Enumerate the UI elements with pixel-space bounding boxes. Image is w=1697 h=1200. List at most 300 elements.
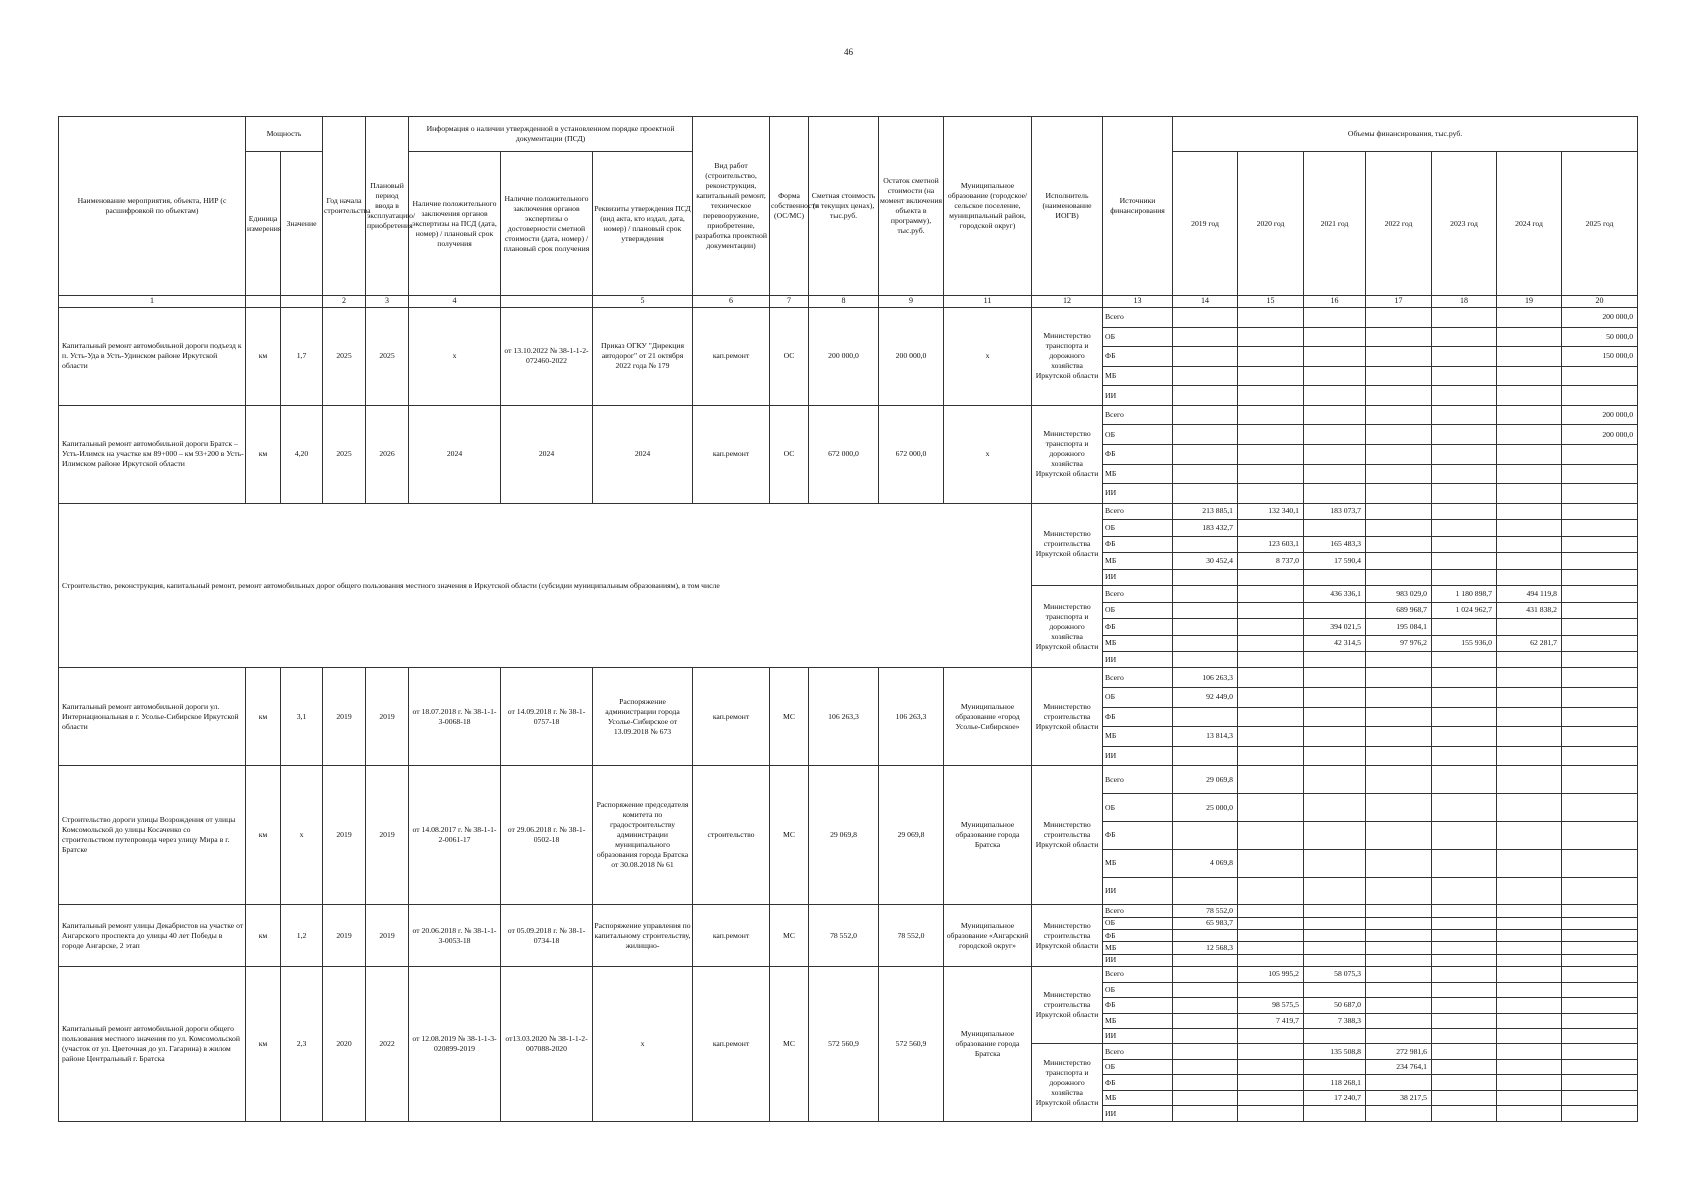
funding-source-cell: ФБ — [1103, 930, 1173, 942]
funding-value-cell — [1238, 586, 1304, 602]
funding-value-cell: 98 575,5 — [1238, 998, 1304, 1013]
funding-value-cell — [1497, 386, 1562, 406]
funding-value-cell — [1497, 425, 1562, 445]
funding-value-cell — [1562, 905, 1638, 917]
funding-value-cell: 213 885,1 — [1173, 503, 1238, 519]
funding-value-cell — [1238, 982, 1304, 997]
funding-source-cell: Всего — [1103, 503, 1173, 519]
funding-value-cell — [1366, 942, 1432, 954]
unit-cell: км — [246, 766, 281, 905]
funding-value-cell — [1304, 1106, 1366, 1122]
funding-value-cell: 50 000,0 — [1562, 327, 1638, 347]
funding-value-cell — [1432, 444, 1497, 464]
funding-value-cell — [1497, 1106, 1562, 1122]
ownership-cell: МС — [770, 668, 809, 766]
funding-value-cell — [1173, 308, 1238, 328]
funding-source-cell: Всего — [1103, 967, 1173, 982]
unit-cell: км — [246, 405, 281, 503]
funding-value-cell — [1304, 727, 1366, 747]
funding-source-cell: Всего — [1103, 308, 1173, 328]
funding-value-cell — [1497, 366, 1562, 386]
column-number-row — [59, 296, 1638, 308]
funding-value-cell — [1238, 444, 1304, 464]
funding-value-cell — [1366, 688, 1432, 708]
estimated-cost-cell: 572 560,9 — [809, 967, 879, 1122]
table-row — [59, 668, 1638, 688]
funding-value-cell — [1366, 503, 1432, 519]
start-year-cell: 2025 — [323, 308, 366, 406]
funding-value-cell — [1366, 746, 1432, 766]
funding-value-cell — [1432, 1028, 1497, 1043]
funding-source-cell: ИИ — [1103, 651, 1173, 667]
header-psd-info: Информация о наличии утвержденной в установленном порядке проектной документации (ПСД) — [409, 117, 693, 152]
header-year: 2023 год — [1432, 152, 1497, 296]
commission-cell: 2025 — [366, 308, 409, 406]
funding-table — [58, 116, 1638, 1122]
funding-value-cell — [1238, 327, 1304, 347]
funding-value-cell — [1432, 1075, 1497, 1090]
funding-value-cell — [1497, 668, 1562, 688]
funding-source-cell: ИИ — [1103, 1106, 1173, 1122]
funding-value-cell — [1304, 569, 1366, 585]
funding-value-cell — [1366, 707, 1432, 727]
funding-value-cell — [1304, 464, 1366, 484]
funding-value-cell — [1432, 569, 1497, 585]
funding-value-cell: 436 336,1 — [1304, 586, 1366, 602]
remaining-cost-cell: 672 000,0 — [879, 405, 944, 503]
funding-value-cell — [1562, 668, 1638, 688]
funding-value-cell — [1432, 1013, 1497, 1028]
funding-value-cell — [1173, 930, 1238, 942]
executor-cell: Министерство транспорта и дорожного хозяйства Иркутской области — [1032, 405, 1103, 503]
funding-value-cell — [1432, 766, 1497, 794]
object-name-cell: Строительство дороги улицы Возрождения от улицы Комсомольской до улицы Косаченко со строительством путепровода через улицу Мира в г. Братске — [59, 766, 246, 905]
column-number — [246, 296, 281, 308]
capacity-value-cell: 4,20 — [281, 405, 323, 503]
funding-value-cell — [1366, 536, 1432, 552]
ownership-cell: МС — [770, 766, 809, 905]
table-row — [59, 967, 1638, 982]
funding-value-cell — [1238, 602, 1304, 618]
funding-source-cell: Всего — [1103, 405, 1173, 425]
funding-value-cell — [1497, 1075, 1562, 1090]
funding-value-cell: 62 281,7 — [1497, 635, 1562, 651]
header-start-year: Год начала строительства — [323, 117, 366, 296]
column-number: 19 — [1497, 296, 1562, 308]
funding-value-cell — [1562, 484, 1638, 504]
funding-source-cell: ИИ — [1103, 877, 1173, 905]
funding-source-cell: ФБ — [1103, 536, 1173, 552]
funding-value-cell — [1432, 405, 1497, 425]
funding-value-cell: 4 069,8 — [1173, 849, 1238, 877]
object-name-cell: Капитальный ремонт автомобильной дороги общего пользования местного значения по ул. Комсомольской (участок от ул. Цветочная до ул. Гагарина) в жилом районе Центральный г. Братска — [59, 967, 246, 1122]
funding-value-cell — [1304, 942, 1366, 954]
ownership-cell: ОС — [770, 405, 809, 503]
start-year-cell: 2025 — [323, 405, 366, 503]
funding-value-cell — [1432, 425, 1497, 445]
funding-value-cell — [1562, 727, 1638, 747]
header-cost-expert: Наличие положительного заключения органов экспертизы о достоверности сметной стоимости (дата, номер) / плановый срок получения — [501, 152, 593, 296]
funding-value-cell — [1497, 746, 1562, 766]
funding-value-cell — [1497, 405, 1562, 425]
column-number: 5 — [593, 296, 693, 308]
funding-value-cell — [1238, 905, 1304, 917]
funding-value-cell — [1304, 905, 1366, 917]
funding-value-cell — [1366, 930, 1432, 942]
page-number: 46 — [844, 47, 853, 57]
funding-source-cell: Всего — [1103, 586, 1173, 602]
funding-value-cell — [1366, 464, 1432, 484]
funding-value-cell — [1304, 877, 1366, 905]
funding-value-cell — [1304, 347, 1366, 367]
funding-value-cell — [1173, 954, 1238, 966]
commission-cell: 2026 — [366, 405, 409, 503]
funding-value-cell — [1173, 425, 1238, 445]
header-remaining-cost: Остаток сметной стоимости (на момент включения объекта в программу), тыс.руб. — [879, 117, 944, 296]
funding-source-cell: ФБ — [1103, 444, 1173, 464]
funding-value-cell — [1173, 366, 1238, 386]
funding-value-cell — [1497, 998, 1562, 1013]
funding-value-cell: 431 838,2 — [1497, 602, 1562, 618]
funding-value-cell — [1304, 651, 1366, 667]
header-sources: Источники финансирования — [1103, 117, 1173, 296]
funding-value-cell: 394 021,5 — [1304, 619, 1366, 635]
funding-value-cell — [1562, 366, 1638, 386]
psd-approval-cell: Приказ ОГКУ "Дирекция автодорог" от 21 октября 2022 года № 179 — [593, 308, 693, 406]
psd-expertise-cell: от 20.06.2018 г. № 38-1-1-3-0053-18 — [409, 905, 501, 967]
column-number: 12 — [1032, 296, 1103, 308]
commission-cell: 2019 — [366, 766, 409, 905]
funding-source-cell: ФБ — [1103, 1075, 1173, 1090]
funding-value-cell — [1238, 877, 1304, 905]
funding-value-cell: 38 217,5 — [1366, 1090, 1432, 1105]
funding-value-cell — [1497, 347, 1562, 367]
column-number: 13 — [1103, 296, 1173, 308]
funding-value-cell — [1173, 1044, 1238, 1059]
psd-approval-cell: 2024 — [593, 405, 693, 503]
funding-value-cell — [1432, 967, 1497, 982]
funding-value-cell — [1562, 967, 1638, 982]
funding-value-cell: 1 180 898,7 — [1432, 586, 1497, 602]
funding-value-cell — [1173, 651, 1238, 667]
funding-value-cell — [1432, 327, 1497, 347]
funding-value-cell — [1304, 954, 1366, 966]
funding-value-cell — [1562, 1044, 1638, 1059]
funding-value-cell: 200 000,0 — [1562, 308, 1638, 328]
commission-cell: 2022 — [366, 967, 409, 1122]
funding-value-cell — [1238, 942, 1304, 954]
funding-value-cell — [1173, 877, 1238, 905]
funding-source-cell: ИИ — [1103, 1028, 1173, 1043]
work-type-cell: кап.ремонт — [693, 967, 770, 1122]
table-row — [59, 766, 1638, 794]
funding-value-cell: 272 981,6 — [1366, 1044, 1432, 1059]
funding-value-cell — [1562, 1013, 1638, 1028]
funding-value-cell — [1366, 905, 1432, 917]
funding-value-cell: 123 603,1 — [1238, 536, 1304, 552]
funding-value-cell — [1432, 727, 1497, 747]
funding-source-cell: МБ — [1103, 727, 1173, 747]
funding-value-cell — [1562, 849, 1638, 877]
funding-value-cell — [1562, 877, 1638, 905]
psd-expertise-cell: 2024 — [409, 405, 501, 503]
executor-cell: Министерство строительства Иркутской области — [1032, 905, 1103, 967]
funding-value-cell — [1432, 386, 1497, 406]
funding-value-cell — [1366, 1013, 1432, 1028]
funding-value-cell — [1238, 386, 1304, 406]
funding-source-cell: ФБ — [1103, 619, 1173, 635]
ownership-cell: ОС — [770, 308, 809, 406]
funding-value-cell — [1562, 982, 1638, 997]
funding-value-cell: 12 568,3 — [1173, 942, 1238, 954]
funding-value-cell: 17 590,4 — [1304, 553, 1366, 569]
funding-value-cell — [1173, 619, 1238, 635]
cost-expertise-cell: 2024 — [501, 405, 593, 503]
funding-value-cell — [1432, 821, 1497, 849]
funding-value-cell: 1 024 962,7 — [1432, 602, 1497, 618]
funding-value-cell — [1562, 1090, 1638, 1105]
funding-value-cell: 105 995,2 — [1238, 967, 1304, 982]
unit-cell: км — [246, 668, 281, 766]
commission-cell: 2019 — [366, 905, 409, 967]
funding-value-cell — [1366, 668, 1432, 688]
header-value: Значение — [281, 152, 323, 296]
funding-value-cell — [1366, 954, 1432, 966]
funding-source-cell: ОБ — [1103, 1059, 1173, 1074]
header-funding: Объемы финансирования, тыс.руб. — [1173, 117, 1638, 152]
funding-value-cell: 42 314,5 — [1304, 635, 1366, 651]
funding-value-cell — [1497, 794, 1562, 822]
funding-value-cell — [1366, 366, 1432, 386]
funding-value-cell — [1304, 917, 1366, 929]
funding-value-cell — [1562, 766, 1638, 794]
funding-value-cell — [1366, 917, 1432, 929]
column-number: 3 — [366, 296, 409, 308]
funding-value-cell: 29 069,8 — [1173, 766, 1238, 794]
psd-expertise-cell: от 14.08.2017 г. № 38-1-1-2-0061-17 — [409, 766, 501, 905]
funding-value-cell — [1366, 386, 1432, 406]
funding-value-cell — [1238, 464, 1304, 484]
remaining-cost-cell: 200 000,0 — [879, 308, 944, 406]
column-number: 7 — [770, 296, 809, 308]
funding-value-cell: 17 240,7 — [1304, 1090, 1366, 1105]
funding-value-cell — [1366, 553, 1432, 569]
funding-value-cell — [1562, 930, 1638, 942]
funding-value-cell — [1497, 930, 1562, 942]
funding-value-cell: 183 432,7 — [1173, 520, 1238, 536]
capacity-value-cell: 3,1 — [281, 668, 323, 766]
funding-value-cell — [1562, 998, 1638, 1013]
funding-value-cell — [1562, 746, 1638, 766]
work-type-cell: кап.ремонт — [693, 405, 770, 503]
funding-value-cell — [1366, 1028, 1432, 1043]
funding-value-cell — [1304, 1059, 1366, 1074]
funding-value-cell — [1366, 405, 1432, 425]
work-type-cell: кап.ремонт — [693, 668, 770, 766]
funding-source-cell: Всего — [1103, 1044, 1173, 1059]
funding-value-cell — [1497, 849, 1562, 877]
start-year-cell: 2020 — [323, 967, 366, 1122]
ownership-cell: МС — [770, 967, 809, 1122]
funding-value-cell — [1432, 849, 1497, 877]
remaining-cost-cell: 572 560,9 — [879, 967, 944, 1122]
funding-value-cell — [1497, 520, 1562, 536]
funding-value-cell — [1432, 954, 1497, 966]
funding-value-cell — [1173, 1106, 1238, 1122]
funding-value-cell — [1497, 503, 1562, 519]
funding-value-cell — [1366, 520, 1432, 536]
executor-cell: Министерство транспорта и дорожного хозяйства Иркутской области — [1032, 1044, 1103, 1122]
funding-value-cell — [1173, 536, 1238, 552]
work-type-cell: кап.ремонт — [693, 905, 770, 967]
funding-value-cell: 58 075,3 — [1304, 967, 1366, 982]
funding-value-cell — [1366, 967, 1432, 982]
funding-source-cell: ОБ — [1103, 982, 1173, 997]
psd-expertise-cell: от 18.07.2018 г. № 38-1-1-3-0068-18 — [409, 668, 501, 766]
funding-value-cell — [1432, 905, 1497, 917]
funding-value-cell: 165 483,3 — [1304, 536, 1366, 552]
funding-value-cell — [1562, 917, 1638, 929]
funding-value-cell — [1366, 484, 1432, 504]
municipality-cell: Муниципальное образование «город Усолье-Сибирское» — [944, 668, 1032, 766]
funding-value-cell — [1238, 1044, 1304, 1059]
object-name-cell: Строительство, реконструкция, капитальный ремонт, ремонт автомобильных дорог общего пользования местного значения в Иркутской области (субсидии муниципальным образованиям), в том числе — [59, 503, 1032, 668]
funding-value-cell: 195 084,1 — [1366, 619, 1432, 635]
funding-value-cell — [1497, 1028, 1562, 1043]
unit-cell: км — [246, 308, 281, 406]
header-year: 2025 год — [1562, 152, 1638, 296]
funding-value-cell — [1562, 569, 1638, 585]
funding-source-cell: МБ — [1103, 1090, 1173, 1105]
funding-value-cell — [1173, 347, 1238, 367]
funding-value-cell — [1173, 569, 1238, 585]
funding-value-cell — [1238, 651, 1304, 667]
funding-value-cell — [1173, 967, 1238, 982]
funding-value-cell — [1562, 586, 1638, 602]
funding-value-cell — [1238, 954, 1304, 966]
funding-value-cell — [1497, 619, 1562, 635]
funding-value-cell — [1366, 308, 1432, 328]
funding-value-cell: 234 764,1 — [1366, 1059, 1432, 1074]
funding-value-cell — [1366, 1075, 1432, 1090]
funding-value-cell: 494 119,8 — [1497, 586, 1562, 602]
unit-cell: км — [246, 967, 281, 1122]
funding-value-cell — [1238, 569, 1304, 585]
funding-value-cell: 97 976,2 — [1366, 635, 1432, 651]
funding-value-cell — [1238, 1106, 1304, 1122]
funding-value-cell — [1497, 536, 1562, 552]
funding-source-cell: МБ — [1103, 553, 1173, 569]
funding-value-cell — [1432, 668, 1497, 688]
funding-source-cell: ИИ — [1103, 746, 1173, 766]
funding-source-cell: ОБ — [1103, 794, 1173, 822]
funding-value-cell — [1432, 877, 1497, 905]
funding-value-cell: 135 508,8 — [1304, 1044, 1366, 1059]
funding-value-cell — [1304, 386, 1366, 406]
funding-value-cell — [1432, 651, 1497, 667]
psd-expertise-cell: х — [409, 308, 501, 406]
funding-value-cell — [1173, 586, 1238, 602]
funding-value-cell — [1497, 766, 1562, 794]
funding-value-cell: 7 419,7 — [1238, 1013, 1304, 1028]
funding-value-cell — [1238, 746, 1304, 766]
funding-value-cell — [1238, 917, 1304, 929]
psd-approval-cell: Распоряжение председателя комитета по градостроительству администрации муниципального образования города Братска от 30.08.2018 № 61 — [593, 766, 693, 905]
column-number: 18 — [1432, 296, 1497, 308]
object-name-cell: Капитальный ремонт автомобильной дороги ул. Интернациональная в г. Усолье-Сибирское Иркутской области — [59, 668, 246, 766]
funding-value-cell — [1497, 1044, 1562, 1059]
funding-value-cell — [1238, 794, 1304, 822]
header-name: Наименование мероприятия, объекта, НИР (с расшифровкой по объектам) — [59, 117, 246, 296]
funding-source-cell: МБ — [1103, 464, 1173, 484]
executor-cell: Министерство строительства Иркутской области — [1032, 503, 1103, 585]
funding-value-cell — [1366, 849, 1432, 877]
funding-value-cell — [1173, 1028, 1238, 1043]
estimated-cost-cell: 78 552,0 — [809, 905, 879, 967]
funding-value-cell — [1562, 536, 1638, 552]
funding-value-cell — [1497, 1090, 1562, 1105]
funding-value-cell — [1304, 425, 1366, 445]
funding-source-cell: ФБ — [1103, 998, 1173, 1013]
funding-value-cell — [1366, 569, 1432, 585]
funding-source-cell: ОБ — [1103, 602, 1173, 618]
funding-value-cell — [1238, 688, 1304, 708]
table-row — [59, 405, 1638, 425]
funding-value-cell — [1304, 821, 1366, 849]
funding-value-cell — [1173, 1013, 1238, 1028]
funding-value-cell — [1304, 707, 1366, 727]
funding-value-cell — [1238, 347, 1304, 367]
funding-value-cell — [1304, 366, 1366, 386]
header-municipality: Муниципальное образование (городское/сельское поселение, муниципальный район, городской округ) — [944, 117, 1032, 296]
funding-value-cell — [1304, 520, 1366, 536]
funding-value-cell — [1432, 1059, 1497, 1074]
funding-value-cell — [1304, 444, 1366, 464]
funding-value-cell — [1366, 766, 1432, 794]
funding-value-cell — [1562, 688, 1638, 708]
funding-value-cell — [1238, 425, 1304, 445]
cost-expertise-cell: от13.03.2020 № 38-1-1-2-007088-2020 — [501, 967, 593, 1122]
funding-source-cell: Всего — [1103, 766, 1173, 794]
funding-value-cell — [1497, 688, 1562, 708]
funding-value-cell — [1304, 602, 1366, 618]
funding-value-cell — [1304, 794, 1366, 822]
funding-value-cell — [1497, 967, 1562, 982]
funding-value-cell — [1562, 635, 1638, 651]
funding-value-cell — [1432, 484, 1497, 504]
funding-value-cell — [1497, 464, 1562, 484]
municipality-cell: Муниципальное образование города Братска — [944, 967, 1032, 1122]
header-year: 2021 год — [1304, 152, 1366, 296]
funding-value-cell — [1238, 849, 1304, 877]
funding-value-cell — [1497, 917, 1562, 929]
funding-value-cell: 30 452,4 — [1173, 553, 1238, 569]
header-year: 2024 год — [1497, 152, 1562, 296]
start-year-cell: 2019 — [323, 905, 366, 967]
capacity-value-cell: х — [281, 766, 323, 905]
funding-value-cell — [1238, 619, 1304, 635]
funding-value-cell — [1432, 707, 1497, 727]
funding-value-cell: 50 687,0 — [1304, 998, 1366, 1013]
funding-value-cell — [1173, 405, 1238, 425]
municipality-cell: Муниципальное образование «Ангарский городской округ» — [944, 905, 1032, 967]
funding-value-cell — [1238, 520, 1304, 536]
funding-value-cell — [1562, 1075, 1638, 1090]
funding-value-cell — [1432, 917, 1497, 929]
column-number: 14 — [1173, 296, 1238, 308]
funding-value-cell — [1366, 1106, 1432, 1122]
funding-value-cell — [1497, 1059, 1562, 1074]
